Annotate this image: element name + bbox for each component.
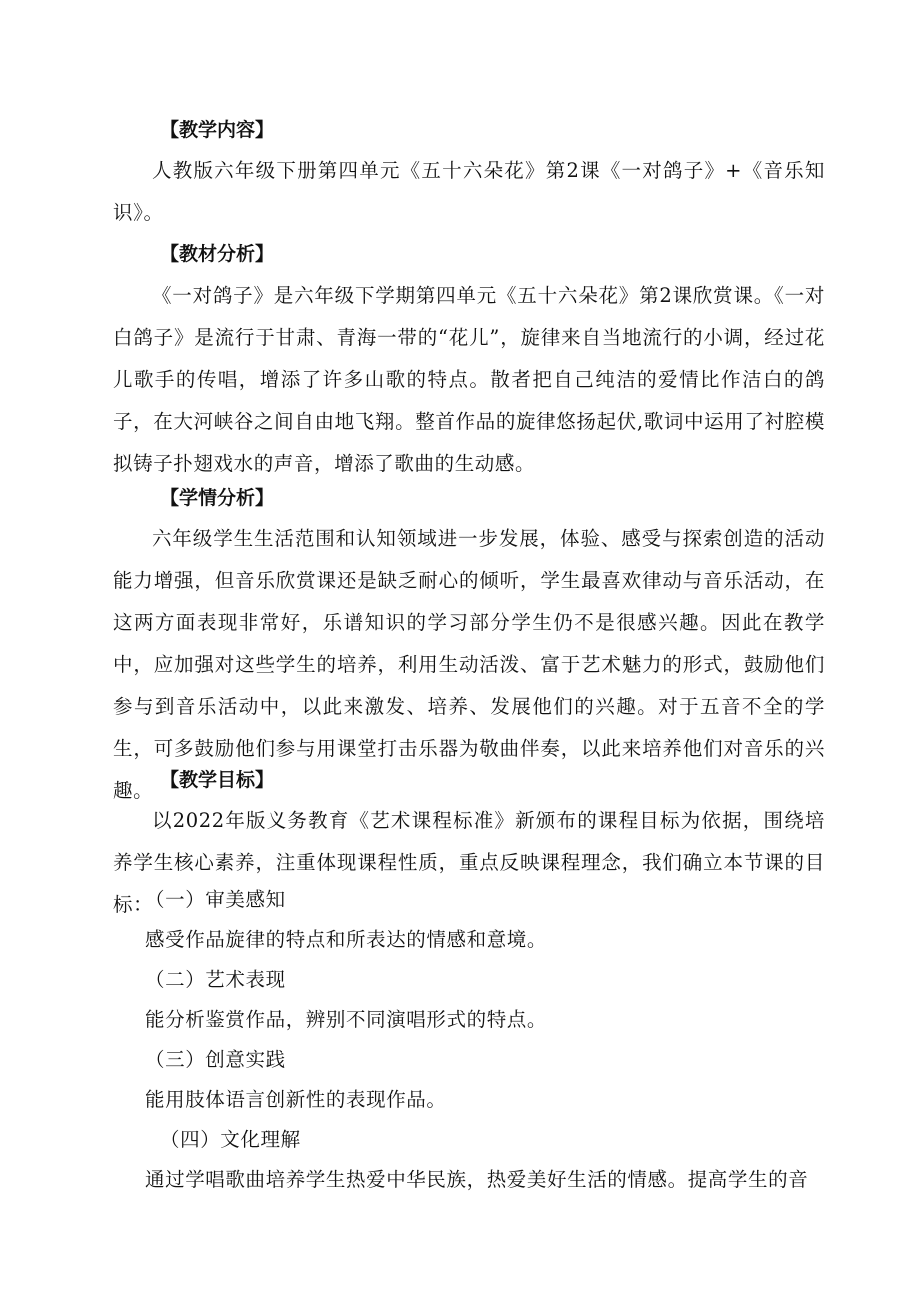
section-heading-teaching-goals: 【教学目标】 [160, 769, 275, 791]
section-heading-student-analysis: 【学情分析】 [160, 487, 275, 509]
goal-4-text: 通过学唱歌曲培养学生热爱中华民族，热爱美好生活的情感。提高学生的音 [145, 1168, 809, 1191]
material-analysis-paragraph: 《一对鸽子》是六年级下学期第四单元《五十六朵花》第2课欣赏课。《一对白鸽子》是流行于甘肃、青海一带的“花儿”，旋律来自当地流行的小调，经过花儿歌手的传唱，增添了许多山歌的特点。散者把自己纯洁的爱情比作洁白的鸽子，在大河峡谷之间自由地飞翔。整首作品的旋律悠扬起伏,歌词中运用了衬腔模拟铸子扑翅戏水的声音，增添了歌曲的生动感。 [113, 284, 825, 475]
teaching-goals-paragraph: 以2022年版义务教育《艺术课程标准》新颁布的课程目标为依据，围绕培养学生核心素养，注重体现课程性质，重点反映课程理念，我们确立本节课的目标： [113, 809, 825, 916]
goal-3-text: 能用肢体语言创新性的表现作品。 [145, 1088, 447, 1111]
goal-3-title: （三）创意实践 [145, 1048, 286, 1071]
goal-1-text: 感受作品旋律的特点和所表达的情感和意境。 [145, 928, 548, 951]
section-heading-teaching-content: 【教学内容】 [160, 119, 275, 141]
goal-2-text: 能分析鉴赏作品，辨别不同演唱形式的特点。 [145, 1008, 548, 1031]
student-analysis-paragraph: 六年级学生生活范围和认知领域进一步发展，体验、感受与探索创造的活动能力增强，但音乐欣赏课还是缺乏耐心的倾听，学生最喜欢律动与音乐活动，在这两方面表现非常好，乐谱知识的学习部分学生仍不是很感兴趣。因此在教学中，应加强对这些学生的培养，利用生动活泼、富于艺术魅力的形式，鼓励他们参与到音乐活动中，以此来激发、培养、发展他们的兴趣。对于五音不全的学生，可多鼓励他们参与用课堂打击乐器为敬曲伴奏，以此来培养他们对音乐的兴趣。 [113, 527, 825, 802]
goal-2-title: （二）艺术表现 [145, 968, 286, 991]
goal-4-title: （四）文化理解 [160, 1128, 301, 1151]
goal-1-title: （一）审美感知 [145, 888, 286, 911]
teaching-content-paragraph: 人教版六年级下册第四单元《五十六朵花》第2课《一对鸽子》+《音乐知识》。 [113, 159, 825, 224]
section-heading-material-analysis: 【教材分析】 [160, 243, 275, 265]
